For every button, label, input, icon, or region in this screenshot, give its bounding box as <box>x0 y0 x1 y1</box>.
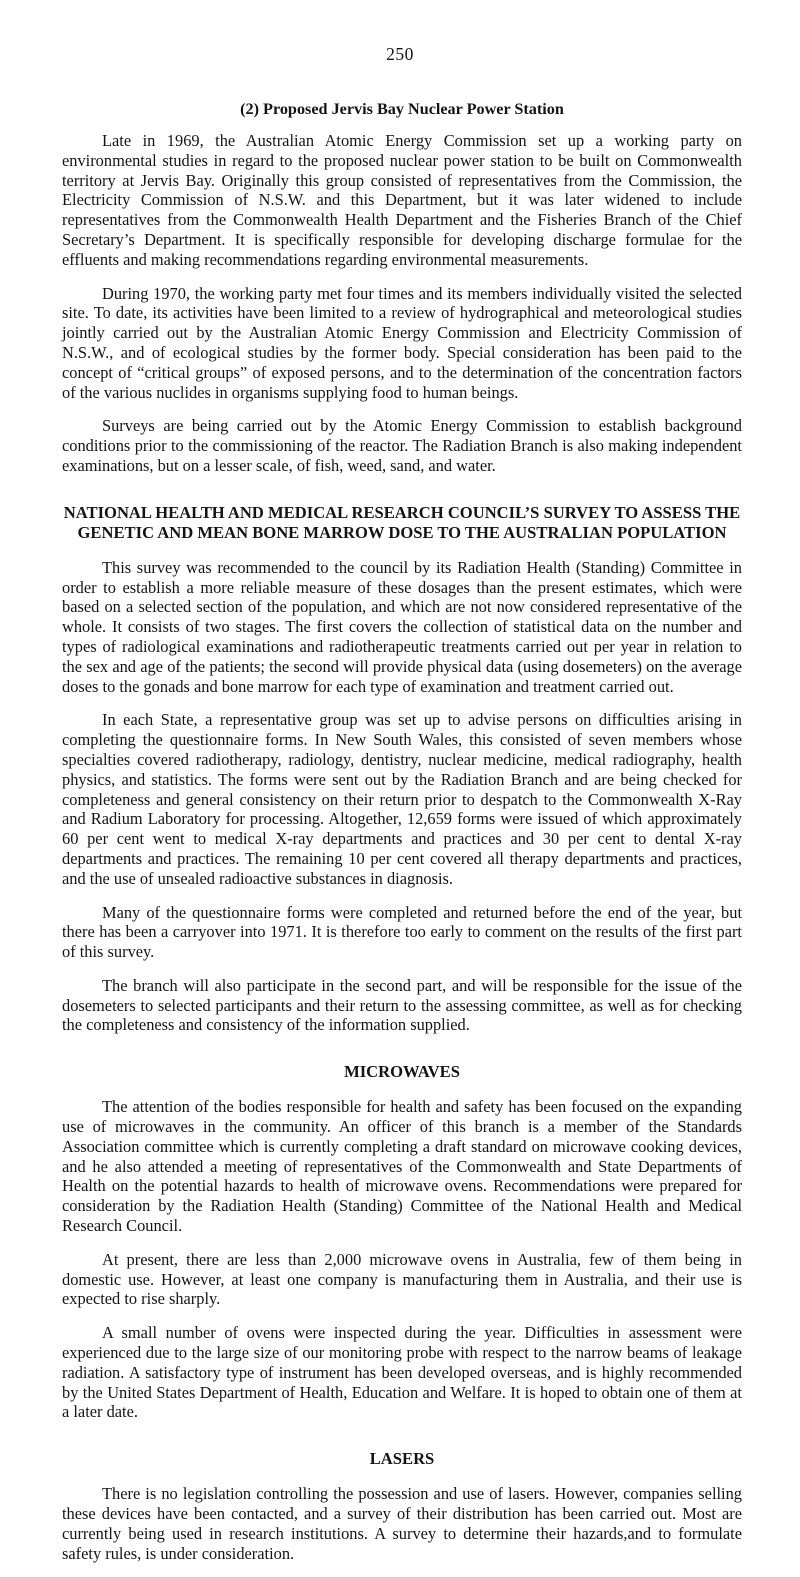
paragraph: In each State, a representative group was set up to advise persons on difficulties arising in completing the questionnaire forms. In New South Wales, this consisted of seven members whose specialties covered radiotherapy, radiology, dentistry, nuclear medicine, medical radiography, health physics, and statistics. The forms were sent out by the Radiation Branch and are being checked for completeness and general consistency on their return prior to despatch to the Commonwealth X-Ray and Radium Laboratory for processing. Altogether, 12,659 forms were issued of which approximately 60 per cent went to medical X-ray departments and practices and 30 per cent to dental X-ray departments and practices. The remaining 10 per cent covered all therapy departments and practices, and the use of unsealed radioactive substances in diagnosis. <box>62 710 742 888</box>
paragraph: At present, there are less than 2,000 microwave ovens in Australia, few of them being in domestic use. However, at least one company is manufacturing them in Australia, and their use is expected to rise sharply. <box>62 1249 742 1309</box>
paragraph: Surveys are being carried out by the Atomic Energy Commission to establish background conditions prior to the commissioning of the reactor. The Radiation Branch is also making independent examinations, but on a lesser scale, of fish, weed, sand, and water. <box>62 416 742 475</box>
section-lasers <box>62 1449 742 1563</box>
paragraph: A small number of ovens were inspected during the year. Difficulties in assessment were experienced due to the large size of our monitoring probe with respect to the narrow beams of leakage radiation. A satisfactory type of instrument has been developed overseas, and is highly recommended by the United States Department of Health, Education and Welfare. It is hoped to obtain one of them at a later date. <box>62 1323 742 1422</box>
section-microwaves <box>62 1062 742 1422</box>
paragraph: The attention of the bodies responsible for health and safety has been focused on the expanding use of microwaves in the community. An officer of this branch is a member of the Standards Association committee which is currently completing a draft standard on microwave cooking devices, and he also attended a meeting of representatives of the Commonwealth and State Departments of Health on the potential hazards to health of microwave ovens. Recommendations were prepared for consideration by the Radiation Health (Standing) Committee of the National Health and Medical Research Council. <box>62 1097 742 1236</box>
section-heading: (2) Proposed Jervis Bay Nuclear Power Station <box>240 100 564 118</box>
document-body <box>62 100 742 1577</box>
paragraph: The branch will also participate in the second part, and will be responsible for the issue of the dosemeters to selected participants and their return to the assessing committee, as well as for checking the completeness and consistency of the information supplied. <box>62 975 742 1035</box>
paragraph: Late in 1969, the Australian Atomic Energy Commission set up a working party on environmental studies in regard to the proposed nuclear power station to be built on Commonwealth territory at Jervis Bay. Originally this group consisted of representatives from the Commission, the Electricity Commission of N.S.W. and this Department, but it was later widened to include representatives from the Commonwealth Health Department and the Fisheries Branch of the Chief Secretary’s Department. It is specifically responsible for developing discharge formulae for the effluents and making recommendations regarding environmental measurements. <box>62 131 742 269</box>
section-heading: MICROWAVES <box>344 1062 460 1082</box>
page-number: 250 <box>386 44 414 64</box>
paragraph: Many of the questionnaire forms were completed and returned before the end of the year, but there has been a carryover into 1971. It is therefore too early to comment on the results of the first part of this survey. <box>62 902 742 962</box>
section-heading: NATIONAL HEALTH AND MEDICAL RESEARCH COUNCIL’S SURVEY TO ASSESS THE GENETIC AND MEAN BONE MARROW DOSE TO THE AUSTRALIAN POPULATION <box>63 502 741 542</box>
paragraph: There is no legislation controlling the possession and use of lasers. However, companies selling these devices have been contacted, and a survey of their distribution has been carried out. Most are currently being used in research institutions. A survey to determine their hazards,and to formulate safety rules, is under consideration. <box>62 1484 742 1563</box>
section-nhmrc-survey <box>62 503 742 1036</box>
section-jervis-bay <box>62 100 742 476</box>
paragraph: During 1970, the working party met four times and its members individually visited the selected site. To date, its activities have been limited to a review of hydrographical and meteorological studies jointly carried out by the Australian Atomic Energy Commission and Electricity Commission of N.S.W., and of ecological studies by the former body. Special consideration has been paid to the concept of “critical groups” of exposed persons, and to the determination of the concentration factors of the various nuclides in organisms supplying food to human beings. <box>62 283 742 402</box>
section-heading: LASERS <box>369 1449 435 1469</box>
paragraph: This survey was recommended to the council by its Radiation Health (Standing) Committee in order to establish a more reliable measure of these dosages than the present estimates, which were based on a selected section of the population, and which are not now considered representative of the whole. It consists of two stages. The first covers the collection of statistical data on the number and types of radiological examinations and radiotherapeutic treatments carried out per year in relation to the sex and age of the patients; the second will provide physical data (using dosemeters) on the average doses to the gonads and bone marrow for each type of examination and treatment carried out. <box>62 557 742 696</box>
